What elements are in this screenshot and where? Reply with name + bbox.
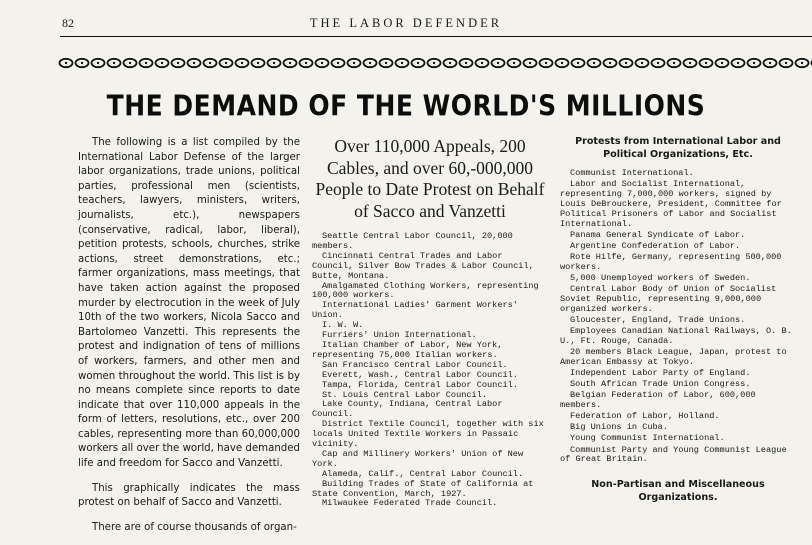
page-number: 82 <box>62 16 74 30</box>
list-item: Communist Party and Young Communist League of Great Britain. <box>560 444 787 465</box>
list-item: Lake County, Indiana, Central Labor Council. <box>312 399 503 420</box>
intro-column <box>78 136 300 545</box>
intro-paragraph: The following is a list compiled by the International Labor Defense of the larger labor organizations, trade unions, political parties, professional men (scientists, teachers, lawyers, ministers, writers, journalists, etc.), newspapers (conservative, radical, labor, liberal), petition protests, schools, churches, strike actions, street demonstrations, etc.; farmer organizations, mass meetings, that have taken action against the proposed murder by electrocution in the week of July 10th of the two workers, Nicola Sacco and Bartolomeo Vanzetti. This represents the protest and indignation of tens of millions of workers, farmers, and other men and women throughout the world. This list is by no means complete since reports to date indicate that over 110,000 appeals in the form of letters, resolutions, etc., over 200 cables, representing more than 60,000,000 workers all over the world, have demanded life and freedom for Sacco and Vanzetti. <box>78 137 300 470</box>
list-item: Independent Labor Party of England. <box>570 368 751 379</box>
organization-list <box>560 169 796 465</box>
list-item: Big Unions in Cuba. <box>570 422 668 433</box>
list-item: International Ladies' Garment Workers' Union. <box>312 300 518 321</box>
section-title: Over 110,000 Appeals, 200 Cables, and over 60,-000,000 People to Date Protest on Behalf of Sacco and Vanzetti <box>315 136 545 221</box>
list-item: Communist International. <box>570 168 694 178</box>
list-item: Alameda, Calif., Central Labor Council. <box>322 468 524 479</box>
section-heading: Protests from International Labor and Political Organizations, Etc. <box>575 136 781 160</box>
list-item: South African Trade Union Congress. <box>570 379 751 390</box>
list-item: 20 members Black League, Japan, protest to American Embassy at Tokyo. <box>560 347 787 367</box>
list-item: Cincinnati Central Trades and Labor Council, Silver Bow Trades & Labor Council, Butte, Montana. <box>312 250 534 281</box>
list-item: Belgian Federation of Labor, 600,000 members. <box>560 390 756 411</box>
list-item: Employees Canadian National Railways, O. B. U., Ft. Rouge, Canada. <box>560 326 792 346</box>
list-item: Federation of Labor, Holland. <box>570 411 720 422</box>
list-item: St. Louis Central Labor Council. <box>322 389 488 400</box>
middle-column <box>312 136 548 509</box>
running-head: THE LABOR DEFENDER <box>309 16 503 30</box>
list-item: Amalgamated Clothing Workers, representing 100,000 workers. <box>312 280 539 301</box>
list-item: District Textile Council, together with six locals United Textile Workers in Passaic vicinity. <box>312 419 544 450</box>
organization-list <box>312 232 548 509</box>
list-item: Building Trades of State of California at State Convention, March, 1927. <box>312 478 534 499</box>
list-item: Gloucester, England, Trade Unions. <box>570 315 746 325</box>
list-item: Argentine Confederation of Labor. <box>570 240 741 251</box>
list-item: Young Communist International. <box>570 433 725 444</box>
headline: THE DEMAND OF THE WORLD'S MILLIONS <box>106 88 706 123</box>
list-item: Furriers' Union International. <box>322 330 477 341</box>
list-item: Cap and Millinery Workers' Union of New York. <box>312 448 524 469</box>
list-item: Panama General Syndicate of Labor. <box>570 229 746 240</box>
list-item: Tampa, Florida, Central Labor Council. <box>322 379 518 390</box>
list-item: Seattle Central Labor Council, 20,000 members. <box>312 231 513 251</box>
list-item: Italian Chamber of Labor, New York, representing 75,000 Italian workers. <box>312 339 503 360</box>
list-item: Central Labor Body of Union of Socialist Soviet Republic, representing 9,000,000 organized workers. <box>560 284 777 314</box>
list-item: Labor and Socialist International, representing 7,000,000 workers, signed by Louis DeBrouckere, President, Committee for Political Prisoners of Labor and Socialist International. <box>560 179 782 229</box>
list-item: Milwaukee Federated Trade Council. <box>322 498 498 509</box>
list-item: Rote Hilfe, Germany, representing 500,000 workers. <box>560 252 782 272</box>
intro-paragraph: This graphically indicates the mass protest on behalf of Sacco and Vanzetti. <box>78 482 300 509</box>
section-heading: Non-Partisan and Miscellaneous Organizations. <box>591 479 765 503</box>
intro-paragraph: There are of course thousands of organ- <box>92 521 297 533</box>
header-rule <box>60 36 812 37</box>
list-item: Everett, Wash., Central Labor Council. <box>322 369 518 380</box>
right-column <box>560 136 796 512</box>
list-item: 5,000 Unemployed workers of Sweden. <box>570 273 751 283</box>
list-item: I. W. W. <box>322 320 364 331</box>
list-item: San Francisco Central Labor Council. <box>322 359 508 370</box>
